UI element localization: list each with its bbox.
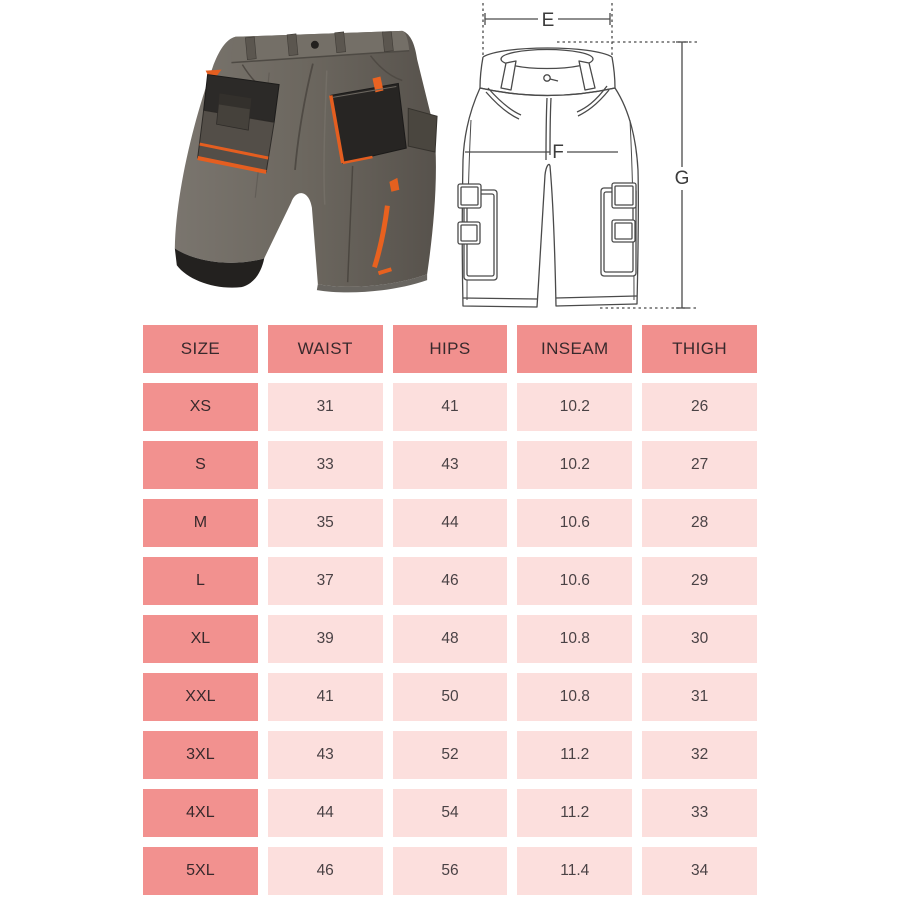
table-data-cell: 10.6: [517, 557, 632, 605]
size-row-label: XXL: [143, 673, 258, 721]
table-data-cell: 10.2: [517, 383, 632, 431]
cargo-shorts-photo-illustration: [148, 0, 446, 315]
table-data-cell: 44: [268, 789, 383, 837]
table-data-cell: 10.2: [517, 441, 632, 489]
table-data-cell: 48: [393, 615, 508, 663]
table-data-cell: 11.2: [517, 789, 632, 837]
table-data-cell: 33: [268, 441, 383, 489]
table-data-cell: 54: [393, 789, 508, 837]
table-data-cell: 44: [393, 499, 508, 547]
header-thigh: THIGH: [642, 325, 757, 373]
dim-label-f: F: [552, 142, 564, 163]
table-data-cell: 50: [393, 673, 508, 721]
size-row-label: S: [143, 441, 258, 489]
table-data-cell: 41: [268, 673, 383, 721]
table-data-cell: 52: [393, 731, 508, 779]
dim-label-e: E: [541, 10, 555, 31]
size-chart-table: [143, 325, 757, 895]
table-data-cell: 46: [268, 847, 383, 895]
dim-label-g: G: [674, 168, 690, 189]
table-data-cell: 29: [642, 557, 757, 605]
header-waist: WAIST: [268, 325, 383, 373]
size-row-label: XL: [143, 615, 258, 663]
table-data-cell: 37: [268, 557, 383, 605]
header-size: SIZE: [143, 325, 258, 373]
table-data-cell: 31: [642, 673, 757, 721]
size-row-label: XS: [143, 383, 258, 431]
size-row-label: L: [143, 557, 258, 605]
table-data-cell: 10.8: [517, 673, 632, 721]
table-data-cell: 39: [268, 615, 383, 663]
waist-button: [311, 41, 319, 49]
header-hips: HIPS: [393, 325, 508, 373]
size-row-label: 5XL: [143, 847, 258, 895]
table-data-cell: 33: [642, 789, 757, 837]
table-data-cell: 30: [642, 615, 757, 663]
table-data-cell: 34: [642, 847, 757, 895]
measurement-diagram: [440, 0, 760, 315]
size-row-label: 3XL: [143, 731, 258, 779]
table-data-cell: 56: [393, 847, 508, 895]
table-data-cell: 41: [393, 383, 508, 431]
table-data-cell: 32: [642, 731, 757, 779]
table-data-cell: 10.8: [517, 615, 632, 663]
table-data-cell: 43: [393, 441, 508, 489]
table-data-cell: 43: [268, 731, 383, 779]
table-data-cell: 27: [642, 441, 757, 489]
table-data-cell: 11.4: [517, 847, 632, 895]
header-inseam: INSEAM: [517, 325, 632, 373]
shorts-line-drawing: [440, 0, 760, 315]
table-data-cell: 35: [268, 499, 383, 547]
table-data-cell: 46: [393, 557, 508, 605]
table-data-cell: 31: [268, 383, 383, 431]
size-row-label: M: [143, 499, 258, 547]
table-data-cell: 10.6: [517, 499, 632, 547]
table-data-cell: 28: [642, 499, 757, 547]
table-data-cell: 11.2: [517, 731, 632, 779]
table-data-cell: 26: [642, 383, 757, 431]
product-photo: [148, 0, 446, 315]
size-row-label: 4XL: [143, 789, 258, 837]
